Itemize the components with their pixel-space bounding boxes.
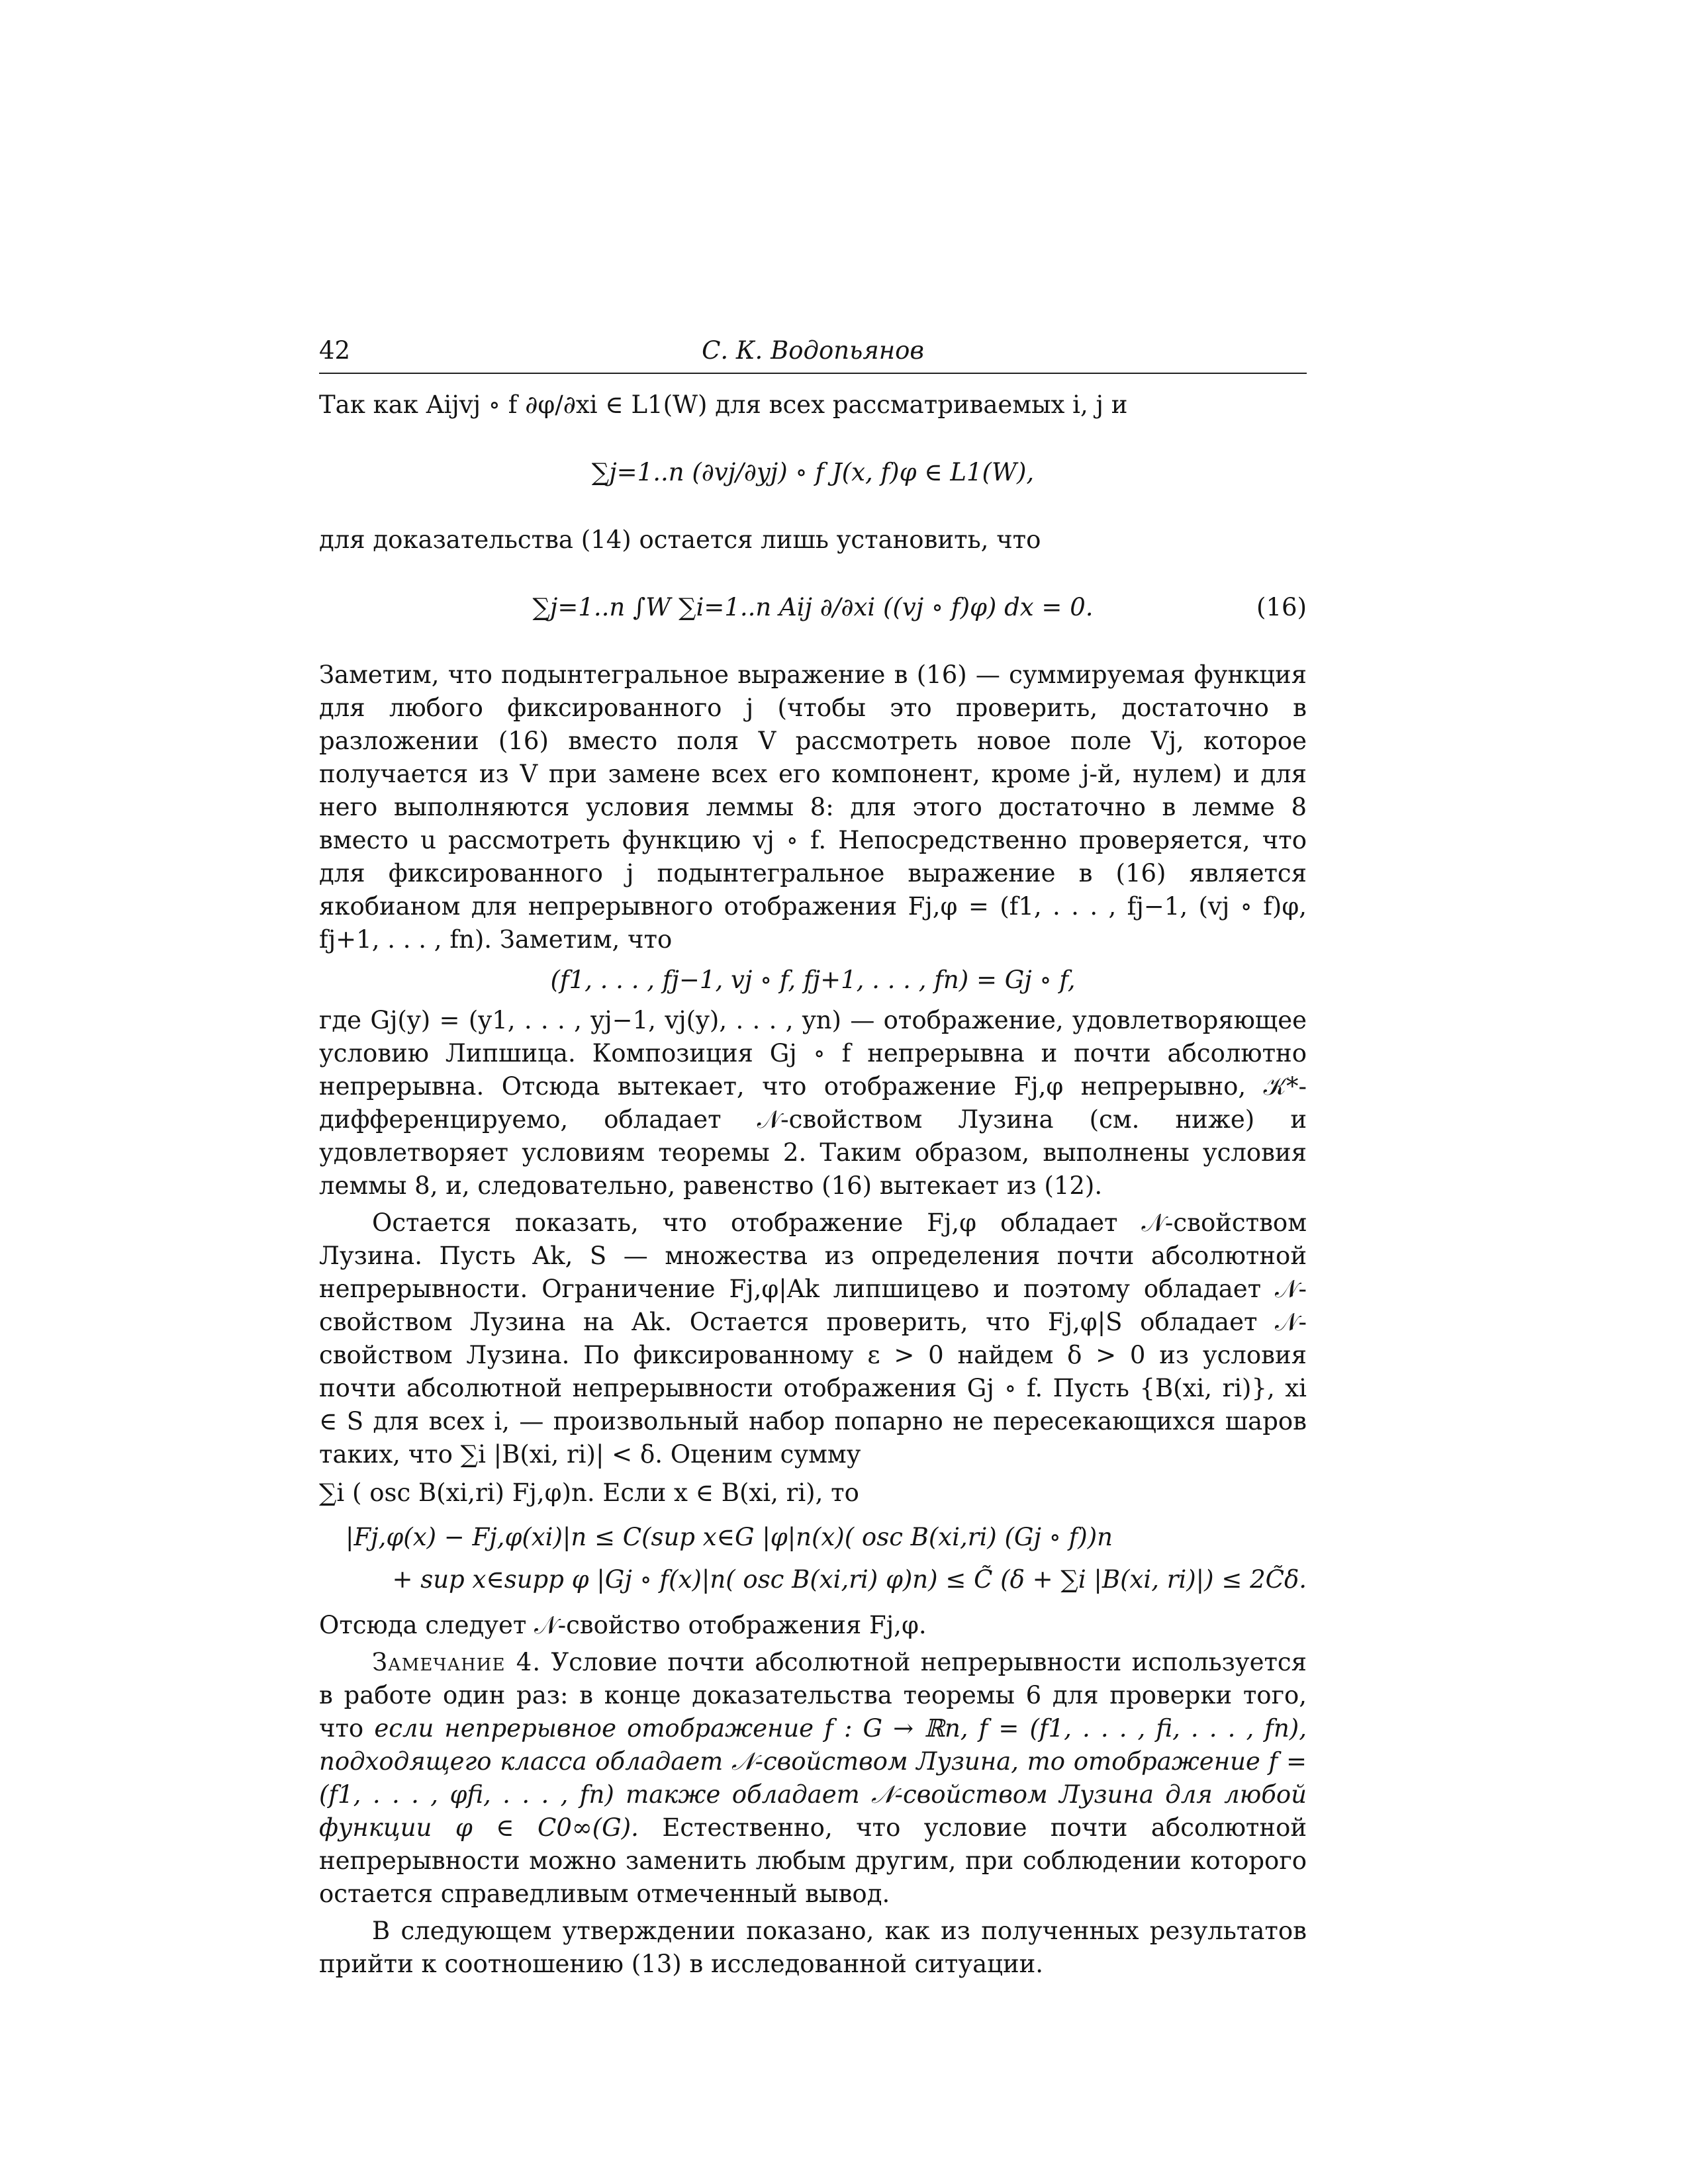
equation-4-line-2: + sup x∈supp φ |Gj ∘ f(x)|n( osc B(xi,ri) φ)n) ≤ C̃ (δ + ∑i |B(xi, ri)|) ≤ 2C̃δ. <box>392 1565 1307 1594</box>
paragraph-7: Отсюда следует 𝒩-свойство отображения Fj,φ. <box>319 1611 927 1639</box>
remark-4 <box>319 1646 1307 1911</box>
equation-16-body: ∑j=1..n ∫W ∑i=1..n Aij ∂/∂xi ((vj ∘ f)φ) dx = 0. <box>532 593 1094 621</box>
remark-label: Замечание 4. <box>372 1648 541 1676</box>
page-number: 42 <box>319 336 351 365</box>
paragraph-5: Остается показать, что отображение Fj,φ обладает 𝒩-свойством Лузина. Пусть Ak, S — множества из определения почти абсолютной непрерывности. Ограничение Fj,φ|Ak липшицево и поэтому обладает 𝒩-свойством Лузина на Ak. Остается проверить, что Fj,φ|S обладает 𝒩-свойством Лузина. По фиксированному ε > 0 найдем δ > 0 из условия почти абсолютной непрерывности отображения Gj ∘ f. Пусть {B(xi, ri)}, xi ∈ S для всех i, — произвольный набор попарно не пересекающихся шаров таких, что ∑i |B(xi, ri)| < δ. Оценим сумму <box>319 1208 1307 1469</box>
equation-3: (f1, . . . , fj−1, vj ∘ f, fj+1, . . . , fn) = Gj ∘ f, <box>550 966 1076 994</box>
running-header <box>319 334 1307 374</box>
paragraph-6: ∑i ( osc B(xi,ri) Fj,φ)n. Если x ∈ B(xi, ri), то <box>319 1479 859 1507</box>
paragraph-2: для доказательства (14) остается лишь установить, что <box>319 525 1041 554</box>
paragraph-8: В следующем утверждении показано, как из полученных результатов прийти к соотношению (13) в исследованной ситуации. <box>319 1917 1307 1978</box>
running-author: С. К. Водопьянов <box>702 336 924 365</box>
equation-1: ∑j=1..n (∂vj/∂yj) ∘ f J(x, f)φ ∈ L1(W), <box>591 458 1035 486</box>
equation-number: (16) <box>1256 593 1307 621</box>
paragraph-3: Заметим, что подынтегральное выражение в (16) — суммируемая функция для любого фиксированного j (чтобы это проверить, достаточно в разложении (16) вместо поля V рассмотреть новое поле Vj, которое получается из V при замене всех его компонент, кроме j-й, нулем) и для него выполняются условия леммы 8: для этого достаточно в лемме 8 вместо u рассмотреть функцию vj ∘ f. Непосредственно проверяется, что для фиксированного j подынтегральное выражение в (16) является якобианом для непрерывного отображения Fj,φ = (f1, . . . , fj−1, (vj ∘ f)φ, fj+1, . . . , fn). Заметим, что <box>319 660 1307 954</box>
remark-text: Условие почти абсолютной непрерывности используется в работе один раз: в конце доказательства теоремы 6 для проверки того, что <box>319 1648 1307 1743</box>
paragraph-4: где Gj(y) = (y1, . . . , yj−1, vj(y), . . . , yn) — отображение, удовлетворяющее условию Липшица. Композиция Gj ∘ f непрерывна и почти абсолютно непрерывна. Отсюда вытекает, что отображение Fj,φ непрерывно, 𝒦*-дифференцируемо, обладает 𝒩-свойством Лузина (см. ниже) и удовлетворяет условиям теоремы 2. Таким образом, выполнены условия леммы 8, и, следовательно, равенство (16) вытекает из (12). <box>319 1006 1307 1200</box>
remark-statement: если непрерывное отображение f : G → ℝn, f = (f1, . . . , fi, . . . , fn), подходящего класса обладает 𝒩-свойством Лузина, то отображение f = (f1, . . . , φfi, . . . , fn) также обладает 𝒩-свойством Лузина для любой функции φ ∈ C0∞(G). <box>319 1714 1307 1842</box>
page-content <box>319 334 1307 2068</box>
paragraph-1: Так как Aijvj ∘ f ∂φ/∂xi ∈ L1(W) для всех рассматриваемых i, j и <box>319 390 1128 419</box>
remark-tail: Естественно, что условие почти абсолютной непрерывности можно заменить любым другим, при соблюдении которого остается справедливым отмеченный вывод. <box>319 1813 1307 1908</box>
equation-4-line-1: |Fj,φ(x) − Fj,φ(xi)|n ≤ C(sup x∈G |φ|n(x)( osc B(xi,ri) (Gj ∘ f))n <box>346 1523 1113 1551</box>
equation-16 <box>319 571 1307 644</box>
